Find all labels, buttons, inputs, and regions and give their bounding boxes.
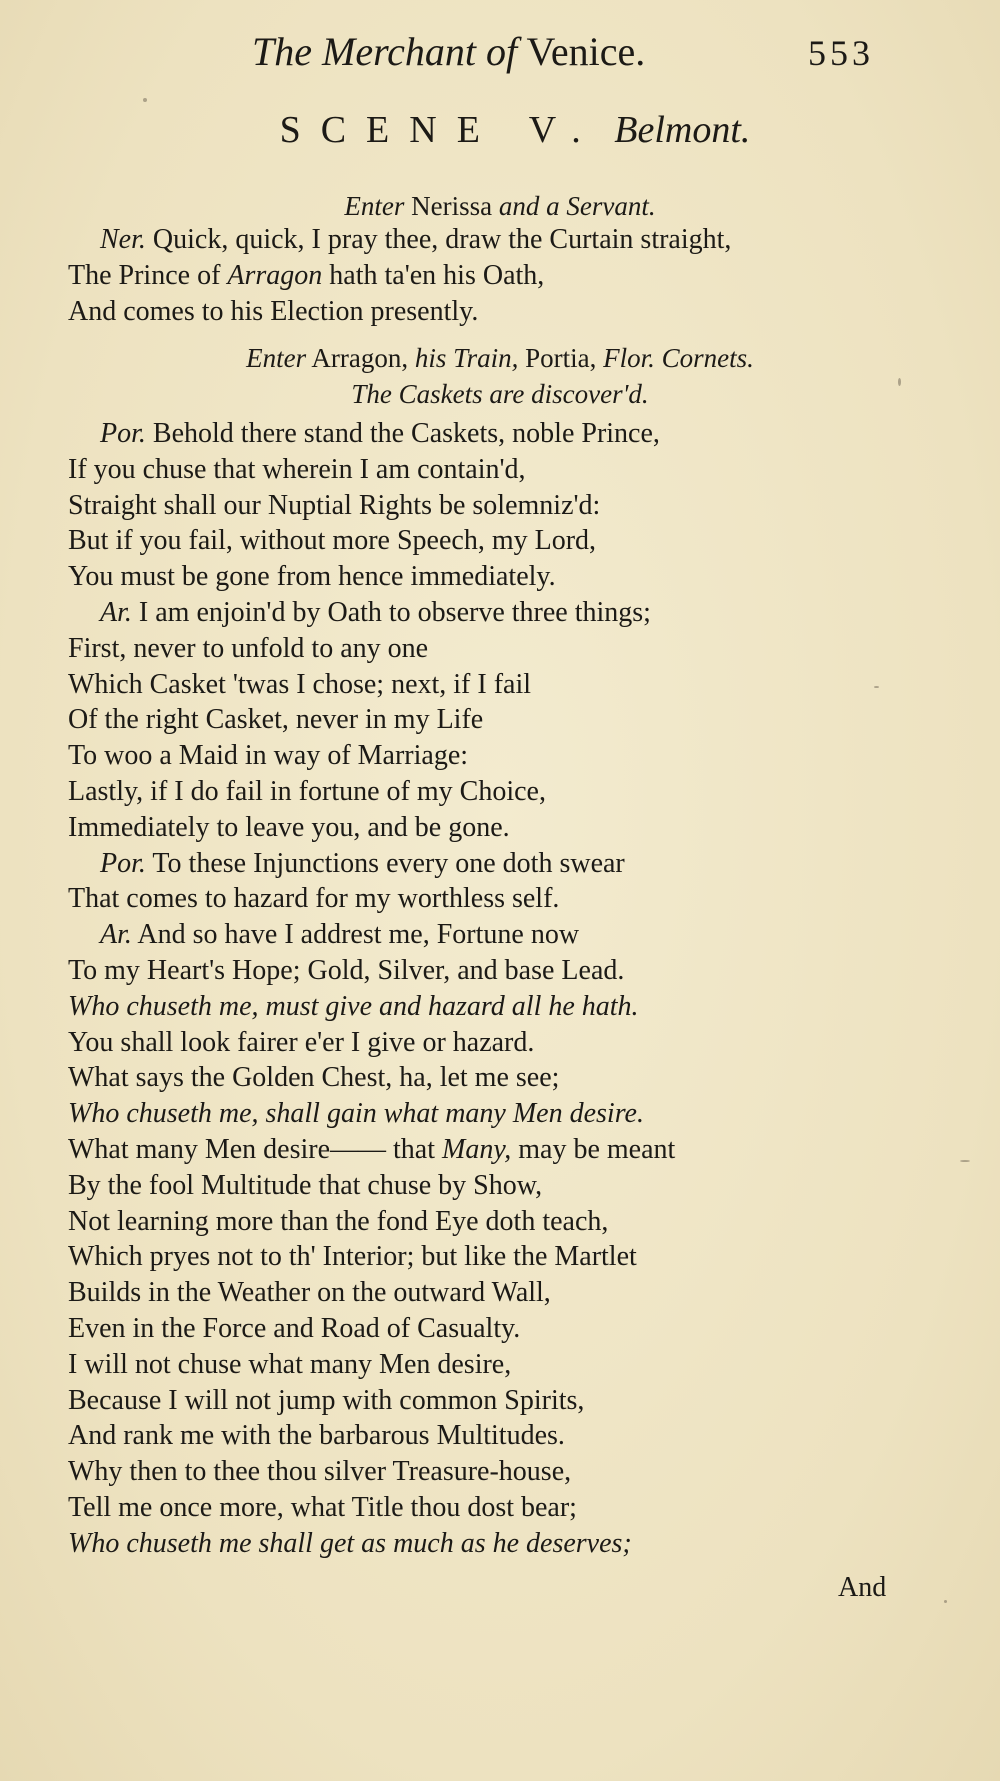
line-text-italic: Who chuseth me shall get as much as he deserves; [68,1528,632,1559]
verse-line [68,953,624,989]
verse-line [68,1311,520,1347]
scene-place: Belmont. [614,109,751,151]
line-text: Which Casket 'twas I chose; next, if I fail [68,669,532,700]
verse-line [68,631,428,667]
verse-line [68,667,531,703]
stage-direction-enter-nerissa [0,188,1000,224]
line-text: Why then to thee thou silver Treasure-house, [68,1456,572,1487]
verse-line [68,488,600,524]
line-text: Which pryes not to th' Interior; but like the Martlet [68,1241,637,1272]
verse-line [68,1347,511,1383]
line-text: To woo a Maid in way of Marriage: [68,740,469,771]
verse-line [68,258,544,294]
direction-enter-word: Enter [344,191,405,221]
verse-line [68,1060,559,1096]
line-text: I am enjoin'd by Oath to observe three things; [138,597,651,628]
line-text: hath ta'en his Oath, [329,260,545,291]
page-number: 553 [808,33,874,73]
verse-line [68,559,556,595]
verse-line [68,1526,632,1562]
verse-line [68,738,468,774]
line-text: By the fool Multitude that chuse by Show, [68,1170,543,1201]
line-text: You must be gone from hence immediately. [68,561,556,592]
line-text-italic: Who chuseth me, shall gain what many Men desire. [68,1098,644,1129]
line-text: Lastly, if I do fail in fortune of my Choice, [68,776,546,807]
paper-speck [960,1160,970,1162]
speaker-name: Ar. [100,919,132,950]
line-text: And so have I addrest me, Fortune now [137,919,580,950]
line-text: Quick, quick, I pray thee, draw the Curtain straight, [152,224,732,255]
verse-line [68,1239,637,1275]
line-text: That comes to hazard for my worthless self. [68,883,560,914]
direction-caskets: The Caskets are discover'd. [351,379,649,409]
speaker-name: Ar. [100,597,132,628]
direction-text: Flor. Cornets. [603,343,754,373]
verse-line [68,702,483,738]
verse-line [100,222,731,258]
line-text: And rank me with the barbarous Multitudes. [68,1420,565,1451]
direction-text: and a Servant. [498,191,656,221]
verse-line [100,917,579,953]
verse-line [68,452,526,488]
line-text: I will not chuse what many Men desire, [68,1349,512,1380]
verse-line [68,523,596,559]
line-text: If you chuse that wherein I am contain'd, [68,454,526,485]
line-text: may be meant [518,1134,676,1165]
speaker-name: Por. [100,418,146,449]
line-text: To my Heart's Hope; Gold, Silver, and base Lead. [68,955,625,986]
verse-line [100,416,660,452]
paper-speck [898,378,901,386]
paper-speck [944,1600,947,1603]
verse-line [68,1383,584,1419]
line-text: Tell me once more, what Title thou dost bear; [68,1492,577,1523]
running-title-italic: The Merchant [252,29,477,74]
line-text: The Prince of [68,260,221,291]
running-title-roman: Venice. [526,29,646,74]
verse-line [100,595,651,631]
direction-character-name: Portia, [525,343,597,373]
line-text: But if you fail, without more Speech, my Lord, [68,525,597,556]
verse-line [68,1454,571,1490]
verse-line [68,774,546,810]
verse-line [68,810,510,846]
speaker-name: Por. [100,848,146,879]
paper-speck [874,686,879,688]
page-header [0,22,1000,82]
line-text: Even in the Force and Road of Casualty. [68,1313,521,1344]
paper-speck [143,98,147,102]
line-text: Because I will not jump with common Spirits, [68,1385,585,1416]
verse-line [68,294,478,330]
verse-line [68,1275,551,1311]
line-text: You shall look fairer e'er I give or hazard. [68,1027,535,1058]
direction-character-name: Nerissa [411,191,493,221]
direction-text: his Train, [414,343,519,373]
verse-line [68,1132,675,1168]
line-text-italic: Arragon [227,260,323,291]
line-text: Not learning more than the fond Eye doth teach, [68,1206,609,1237]
line-text: Behold there stand the Caskets, noble Prince, [152,418,660,449]
line-text: Straight shall our Nuptial Rights be solemniz'd: [68,490,601,521]
stage-direction-enter-arragon [0,340,1000,412]
catchword: And [838,1572,887,1603]
direction-character-name: Arragon, [311,343,409,373]
scene-label: SCENE V. [279,109,601,151]
line-text: What many Men desire—— that [68,1134,436,1165]
speaker-name: Ner. [100,224,146,255]
verse-line [68,1168,542,1204]
line-text: What says the Golden Chest, ha, let me see; [68,1062,560,1093]
verse-line [68,989,639,1025]
running-title-of: of [486,29,518,74]
line-text: First, never to unfold to any one [68,633,429,664]
scene-heading [0,108,1000,152]
verse-line [68,1490,577,1526]
line-text-italic: Who chuseth me, must give and hazard all he hath. [68,991,639,1022]
line-text: And comes to his Election presently. [68,296,479,327]
line-text: Immediately to leave you, and be gone. [68,812,510,843]
line-text: Builds in the Weather on the outward Wall, [68,1277,551,1308]
verse-line [68,1025,534,1061]
line-text: Of the right Casket, never in my Life [68,704,484,735]
line-text: To these Injunctions every one doth swear [152,848,625,879]
verse-line [68,1204,608,1240]
direction-enter-word: Enter [246,343,307,373]
verse-line [68,1096,644,1132]
running-title [252,28,645,75]
verse-line [68,1418,565,1454]
verse-line [100,846,625,882]
line-text-italic: Many, [442,1134,512,1165]
verse-line [68,881,559,917]
